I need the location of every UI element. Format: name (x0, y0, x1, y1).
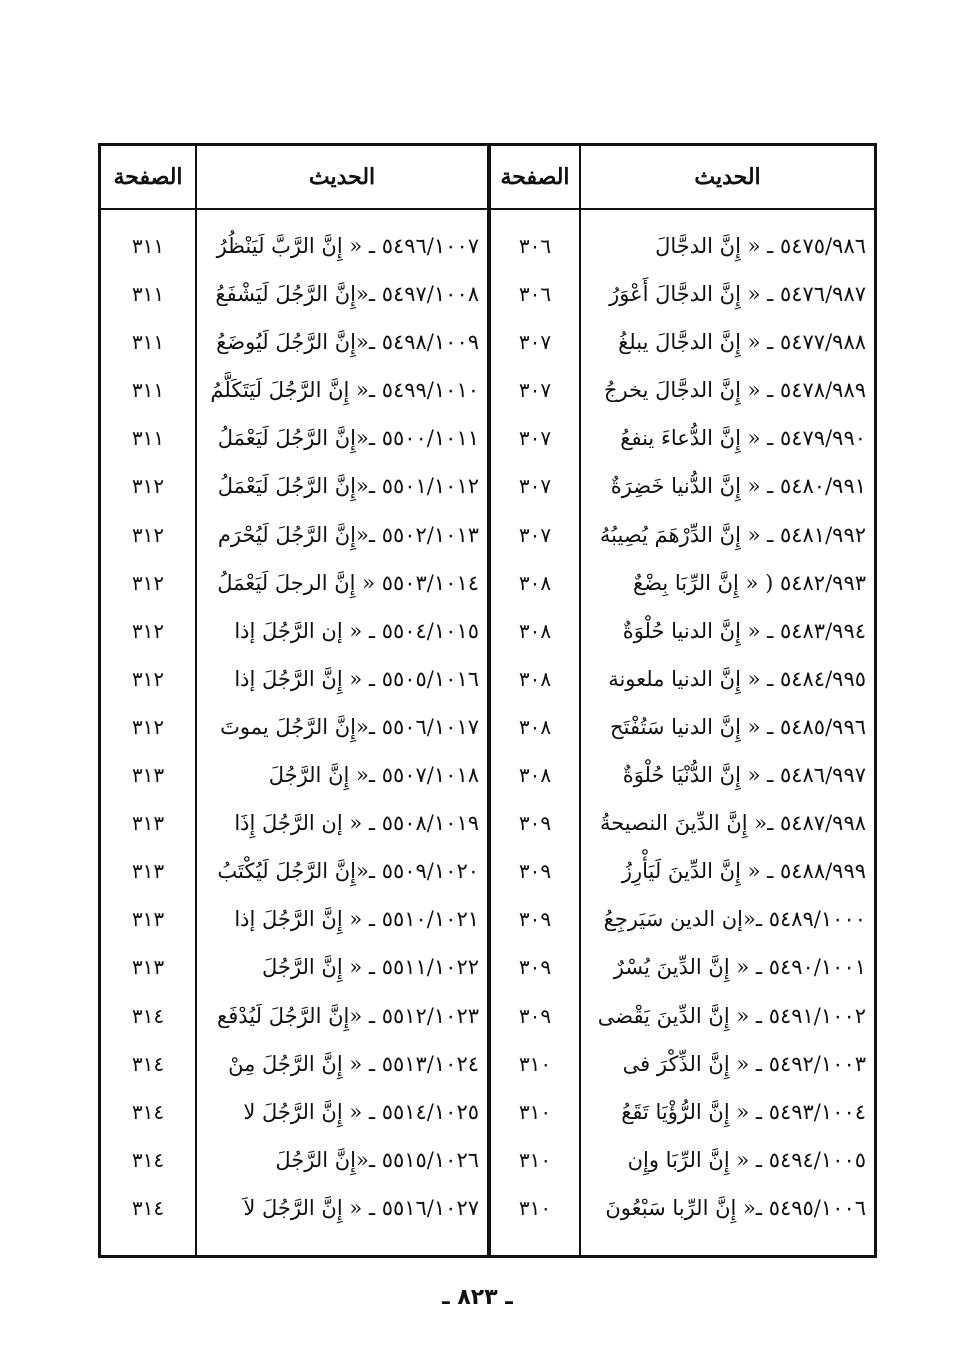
right-page-cell: ٣١٠ (518, 1051, 552, 1076)
right-page-cell: ٣١٠ (518, 1099, 552, 1124)
left-hadith-cell: ٥٥٠٤/١٠١٥ ـ « إن الرَّجُلَ إذا (234, 618, 479, 643)
right-page-cell: ٣٠٦ (518, 282, 552, 307)
table-row (101, 414, 874, 462)
right-hadith-cell: ٥٤٧٨/٩٨٩ ـ « إِنَّ الدجَّالَ يخرجُ (603, 378, 866, 403)
left-page-cell: ٣١٣ (131, 859, 165, 884)
right-hadith-cell: ٥٤٨٨/٩٩٩ ـ « إِنَّ الدِّينَ لَيَأْرِزُ (621, 859, 866, 884)
left-page-cell: ٣١١ (131, 426, 165, 451)
left-page-cell: ٣١٤ (131, 1147, 165, 1172)
right-page-cell: ٣٠٧ (518, 378, 552, 403)
index-table (98, 143, 877, 1258)
right-page-cell: ٣٠٩ (518, 1003, 552, 1028)
left-page-cell: ٣١١ (131, 330, 165, 355)
left-page-cell: ٣١٢ (131, 666, 165, 691)
right-page-cell: ٣٠٩ (518, 955, 552, 980)
right-hadith-cell: ٥٤٨١/٩٩٢ ـ « إِنَّ الدِّرْهَمَ يُصِيبُهُ (599, 522, 866, 547)
right-hadith-cell: ٥٤٨٠/٩٩١ ـ « إِنَّ الدُّنيا خَضِرَةٌ (610, 474, 866, 499)
table-row (101, 895, 874, 943)
right-page-cell: ٣٠٨ (518, 714, 552, 739)
right-hadith-cell: ٥٤٩١/١٠٠٢ ـ « إِنَّ الدِّينَ يَقْضى (597, 1003, 866, 1028)
left-page-cell: ٣١١ (131, 378, 165, 403)
table-row (101, 366, 874, 414)
left-hadith-cell: ٥٥١١/١٠٢٢ ـ « إِنَّ الرَّجُلَ (262, 955, 479, 980)
header-right-page: الصفحة (500, 164, 570, 190)
left-page-cell: ٣١٣ (131, 907, 165, 932)
left-page-cell: ٣١٢ (131, 522, 165, 547)
left-hadith-cell: ٥٤٩٦/١٠٠٧ ـ « إِنَّ الرَّبَّ لَيَنْظُرُ (216, 234, 479, 258)
right-hadith-cell: ٥٤٧٥/٩٨٦ ـ « إِنَّ الدجَّالَ (655, 234, 866, 258)
right-hadith-cell: ٥٤٨٧/٩٩٨ ـ« إِنَّ الدِّينَ النصيحةُ (599, 811, 866, 836)
table-row (101, 462, 874, 510)
right-hadith-cell: ٥٤٧٧/٩٨٨ ـ « إِنَّ الدجَّالَ يبلغُ (618, 330, 866, 355)
table-row (101, 655, 874, 703)
left-hadith-cell: ٥٤٩٩/١٠١٠ ـ« إِنَّ الرَّجُلَ لَيَتَكَلَّمُ (210, 378, 479, 403)
table-row (101, 751, 874, 799)
right-hadith-cell: ٥٤٩٢/١٠٠٣ ـ « إِنَّ الذِّكْرَ فى (622, 1051, 866, 1076)
left-hadith-cell: ٥٤٩٧/١٠٠٨ ـ«إِنَّ الرَّجُلَ لَيَشْفَعُ (215, 282, 479, 307)
right-hadith-cell: ٥٤٩٤/١٠٠٥ ـ « إِنَّ الرِّبَا وإِن (627, 1147, 866, 1172)
left-hadith-cell: ٥٥١٢/١٠٢٣ ـ «إِنَّ الرَّجُلَ لَيُدْفَع (217, 1003, 479, 1028)
header-divider (101, 208, 874, 210)
left-hadith-cell: ٥٥١٥/١٠٢٦ ـ«إِنَّ الرَّجُلَ (275, 1147, 479, 1172)
right-page-cell: ٣٠٩ (518, 859, 552, 884)
left-hadith-cell: ٥٥٠٢/١٠١٣ ـ«إِنَّ الرَّجُلَ لَيُحْرَم (217, 522, 479, 547)
right-page-cell: ٣٠٧ (518, 426, 552, 451)
left-page-cell: ٣١٣ (131, 763, 165, 788)
left-hadith-cell: ٥٥٠٧/١٠١٨ ـ« إِنَّ الرَّجُلَ (268, 763, 479, 788)
right-hadith-cell: ٥٤٨٦/٩٩٧ ـ « إِنَّ الدُّنْيَا حُلْوَةٌ (622, 763, 866, 788)
left-page-cell: ٣١١ (131, 234, 165, 258)
left-hadith-cell: ٥٥١٦/١٠٢٧ ـ « إِنَّ الرَّجُلَ لاَ (243, 1195, 479, 1220)
left-hadith-cell: ٥٥٠٦/١٠١٧ ـ«إِنَّ الرَّجُلَ يموتَ (220, 714, 479, 739)
left-page-cell: ٣١٢ (131, 570, 165, 595)
left-page-cell: ٣١٢ (131, 474, 165, 499)
header-left-hadith: الحديث (308, 164, 376, 190)
right-page-cell: ٣٠٩ (518, 811, 552, 836)
table-row (101, 270, 874, 318)
left-page-cell: ٣١٤ (131, 1003, 165, 1028)
left-hadith-cell: ٥٥١٠/١٠٢١ ـ « إِنَّ الرَّجُلَ إذا (234, 907, 479, 932)
right-hadith-cell: ٥٤٩٣/١٠٠٤ ـ « إِنَّ الرُّؤْيَا تَقَعُ (621, 1099, 866, 1124)
left-page-cell: ٣١٤ (131, 1051, 165, 1076)
right-hadith-cell: ٥٤٧٦/٩٨٧ ـ « إِنَّ الدجَّالَ أَعْوَرُ (609, 282, 866, 307)
left-page-cell: ٣١١ (131, 282, 165, 307)
left-page-cell: ٣١٤ (131, 1099, 165, 1124)
left-hadith-cell: ٥٥٠٠/١٠١١ ـ«إِنَّ الرَّجُلَ لَيَعْمَلُ (217, 426, 479, 451)
table-row (101, 847, 874, 895)
right-hadith-cell: ٥٤٧٩/٩٩٠ ـ « إِنَّ الدُّعاءَ ينفعُ (620, 426, 866, 451)
left-hadith-cell: ٥٥٠٥/١٠١٦ ـ « إِنَّ الرَّجُلَ إذا (234, 666, 479, 691)
right-page-cell: ٣٠٦ (518, 234, 552, 258)
right-page-cell: ٣٠٧ (518, 474, 552, 499)
right-hadith-cell: ٥٤٩٥/١٠٠٦ ـ« إِنَّ الرِّبا سَبْعُونَ (605, 1195, 866, 1220)
header-left-page: الصفحة (113, 164, 183, 190)
left-page-cell: ٣١٢ (131, 714, 165, 739)
table-row (101, 511, 874, 559)
table-row (101, 1088, 874, 1136)
right-page-cell: ٣٠٧ (518, 522, 552, 547)
right-page-cell: ٣١٠ (518, 1147, 552, 1172)
right-page-cell: ٣١٠ (518, 1195, 552, 1220)
table-row (101, 559, 874, 607)
right-page-cell: ٣٠٩ (518, 907, 552, 932)
right-hadith-cell: ٥٤٨٤/٩٩٥ ـ « إِنَّ الدنيا ملعونة (608, 666, 866, 691)
left-hadith-cell: ٥٥٠١/١٠١٢ ـ«إِنَّ الرَّجُلَ لَيَعْمَلُ (217, 474, 479, 499)
left-hadith-cell: ٥٤٩٨/١٠٠٩ ـ«إِنَّ الرَّجُلَ لَيُوضَعُ (216, 330, 479, 355)
left-page-cell: ٣١٣ (131, 811, 165, 836)
right-page-cell: ٣٠٨ (518, 618, 552, 643)
right-hadith-cell: ٥٤٩٠/١٠٠١ ـ « إِنَّ الدِّينَ يُسْرٌ (613, 955, 866, 980)
header-right-hadith: الحديث (694, 164, 761, 190)
left-hadith-cell: ٥٥٠٩/١٠٢٠ ـ«إِنَّ الرَّجُلَ لَيُكْتَبُ (217, 859, 479, 884)
table-row (101, 799, 874, 847)
table-row (101, 607, 874, 655)
table-row (101, 318, 874, 366)
table-body (101, 222, 874, 1232)
right-page-cell: ٣٠٨ (518, 666, 552, 691)
left-hadith-cell: ٥٥١٣/١٠٢٤ ـ « إِنَّ الرَّجُلَ مِنْ (228, 1051, 479, 1076)
table-row (101, 1040, 874, 1088)
table-row (101, 992, 874, 1040)
right-hadith-cell: ٥٤٨٩/١٠٠٠ ـ«إن الدين سَيَرجِعُ (603, 907, 866, 932)
page-number: ـ ٨٢٣ ـ (442, 1285, 513, 1310)
right-page-cell: ٣٠٨ (518, 763, 552, 788)
right-hadith-cell: ٥٤٨٢/٩٩٣ ( « إِنَّ الرِّبَا بِضْعٌ (632, 570, 866, 595)
left-hadith-cell: ٥٥٠٣/١٠١٤ « إِنَّ الرجلَ لَيَعْمَلُ (217, 570, 479, 595)
right-hadith-cell: ٥٤٨٣/٩٩٤ ـ « إِنَّ الدنيا حُلْوَةٌ (622, 618, 866, 643)
table-row (101, 703, 874, 751)
right-page-cell: ٣٠٧ (518, 330, 552, 355)
table-row (101, 222, 874, 270)
table-row (101, 943, 874, 991)
left-page-cell: ٣١٤ (131, 1195, 165, 1220)
left-page-cell: ٣١٢ (131, 618, 165, 643)
right-hadith-cell: ٥٤٨٥/٩٩٦ ـ « إِنَّ الدنيا سَتُفْتَح (610, 714, 866, 739)
left-hadith-cell: ٥٥١٤/١٠٢٥ ـ « إِنَّ الرَّجُلَ لا (243, 1099, 479, 1124)
table-row (101, 1136, 874, 1184)
table-row (101, 1184, 874, 1232)
left-page-cell: ٣١٣ (131, 955, 165, 980)
right-page-cell: ٣٠٨ (518, 570, 552, 595)
left-hadith-cell: ٥٥٠٨/١٠١٩ ـ « إن الرَّجُلَ إِذَا (234, 811, 479, 836)
